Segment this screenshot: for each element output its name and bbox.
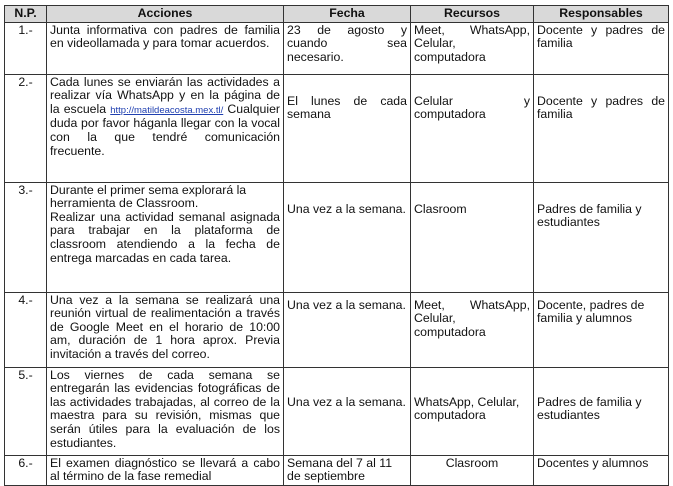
- header-row: [5, 6, 669, 23]
- action-cell: [47, 182, 284, 292]
- header-acciones: Acciones: [47, 6, 284, 23]
- date-cell: Una vez a la semana.: [284, 182, 411, 292]
- responsible-cell: Docentes y alumnos: [534, 455, 669, 485]
- header-recursos: Recursos: [411, 6, 534, 23]
- responsible-cell: Padres de familia y estudiantes: [534, 367, 669, 455]
- date-cell: Semana del 7 al 11 de septiembre: [284, 455, 411, 485]
- date-cell: Una vez a la semana.: [284, 292, 411, 367]
- header-fecha: Fecha: [284, 6, 411, 23]
- action-plan-table: [4, 5, 669, 486]
- responsible-cell: Docente, padres de familia y alumnos: [534, 292, 669, 367]
- responsible-cell: Docente y padres de familia: [534, 74, 669, 182]
- action-cell: Los viernes de cada semana se entregarán las evidencias fotográficas de las actividades trabajadas, al correo de la maestra para su revisión, mismas que serán útiles para la evaluación de los estudiantes.: [47, 367, 284, 455]
- resources-cell: Clasroom: [411, 455, 534, 485]
- action-cell: Junta informativa con padres de familia en videollamada y para tomar acuerdos.: [47, 22, 284, 74]
- resources-cell: Meet, WhatsApp, Celular, computadora: [411, 22, 534, 74]
- table-row: [5, 22, 669, 74]
- date-cell: 23 de agosto y cuando sea necesario.: [284, 22, 411, 74]
- header-responsables: Responsables: [534, 6, 669, 23]
- action-text-pre: Cada lunes se enviarán las actividades a realizar vía WhatsApp y en la página de la escuela: [50, 74, 280, 116]
- action-text-a: Durante el primer sema explorará la herramienta de Classroom.: [50, 182, 247, 211]
- resources-cell: Meet, WhatsApp, Celular, computadora: [411, 292, 534, 367]
- responsible-cell: Docente y padres de familia: [534, 22, 669, 74]
- date-cell: El lunes de cada semana: [284, 74, 411, 182]
- row-number: 6.-: [5, 455, 47, 485]
- row-number: 2.-: [5, 74, 47, 182]
- table-row: [5, 367, 669, 455]
- action-cell: [47, 74, 284, 182]
- table-row: [5, 74, 669, 182]
- action-cell: El examen diagnóstico se llevará a cabo al término de la fase remedial: [47, 455, 284, 485]
- row-number: 1.-: [5, 22, 47, 74]
- table-row: [5, 182, 669, 292]
- table-row: [5, 292, 669, 367]
- school-website-link[interactable]: http://matildeacosta.mex.tl/: [110, 104, 224, 116]
- header-np: N.P.: [5, 6, 47, 23]
- row-number: 5.-: [5, 367, 47, 455]
- action-text-post: Cualquier duda por favor háganla llegar con la vocal con la que tendré comunicación frecuente.: [50, 101, 281, 158]
- action-text-b: Realizar una actividad semanal asignada para trabajar en la plataforma de classroom atendiendo a la fecha de entrega marcadas en cada tarea.: [50, 209, 280, 265]
- resources-cell: WhatsApp, Celular, computadora: [411, 367, 534, 455]
- row-number: 4.-: [5, 292, 47, 367]
- responsible-cell: Padres de familia y estudiantes: [534, 182, 669, 292]
- date-cell: Una vez a la semana.: [284, 367, 411, 455]
- resources-cell: Celular y computadora: [411, 74, 534, 182]
- resources-cell: Clasroom: [411, 182, 534, 292]
- action-cell: Una vez a la semana se realizará una reunión virtual de realimentación a través de Google Meet en el horario de 10:00 am, duración de 1 hora aprox. Previa invitación a través del correo.: [47, 292, 284, 367]
- row-number: 3.-: [5, 182, 47, 292]
